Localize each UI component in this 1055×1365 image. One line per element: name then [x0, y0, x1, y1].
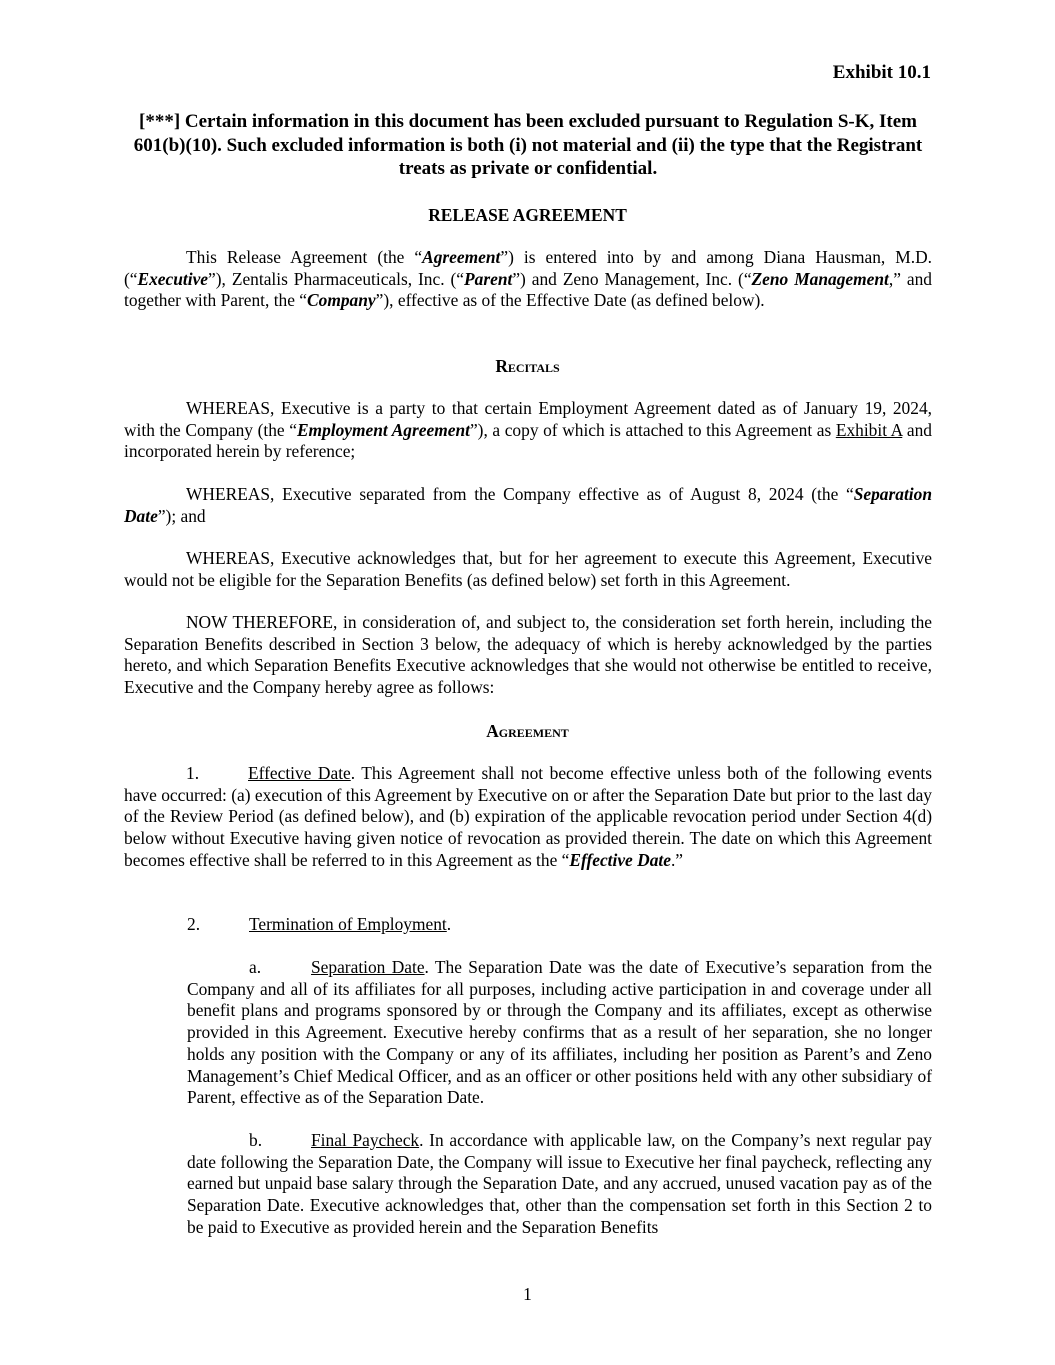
section-2-title: Termination of Employment — [249, 914, 447, 934]
redaction-notice: [***] Certain information in this document has been excluded pursuant to Regulation S-K, Item 601(b)(10). Such excluded information is both (i) not material and (ii) the type that the Registrant treats as private or confidential. — [133, 111, 923, 179]
intro-paragraph: This Release Agreement (the “Agreement”) is entered into by and among Diana Hausman, M.D. (“Executive”), Zentalis Pharmaceuticals, Inc. (“Parent”) and Zeno Management, Inc. (“Zeno Management,” and together with Parent, the “Company”), effective as of the Effective Date (as defined below). — [124, 247, 932, 311]
recital-4: NOW THEREFORE, in consideration of, and subject to, the consideration set forth herein, including the Separation Benefits described in Section 3 below, the adequacy of which is hereby acknowledged by the parties hereto, and which Separation Benefits Executive acknowledges that she would not otherwise be entitled to receive, Executive and the Company hereby agree as follows: — [124, 612, 932, 698]
agreement-heading: Agreement — [486, 721, 569, 741]
recital-2: WHEREAS, Executive separated from the Company effective as of August 8, 2024 (the “Separation Date”); and — [124, 484, 932, 526]
page-number: 1 — [523, 1284, 532, 1304]
exhibit-label: Exhibit 10.1 — [832, 62, 931, 83]
section-2a-title: Separation Date — [311, 957, 425, 977]
recital-3: WHEREAS, Executive acknowledges that, but for her agreement to execute this Agreement, Executive would not be eligible for the Separation Benefits (as defined below) set forth in this Agreement. — [124, 548, 932, 590]
recitals-heading: Recitals — [495, 356, 560, 376]
section-2-heading: 2. Termination of Employment. — [187, 914, 452, 934]
document-title: RELEASE AGREEMENT — [428, 205, 627, 225]
exhibit-a-reference: Exhibit A — [835, 419, 903, 440]
section-2b: b. Final Paycheck. In accordance with applicable law, on the Company’s next regular pay date following the Separation Date, the Company will issue to Executive her final paycheck, reflecting any earned but unpaid base salary through the Separation Date, and any accrued, unused vacation pay as of the Separation Date. Executive acknowledges that, other than the compensation set forth in this Section 2 to be paid to Executive as provided herein and the Separation Benefits — [187, 1130, 932, 1237]
section-2a: a. Separation Date. The Separation Date was the date of Executive’s separation from the Company and all of its affiliates for all purposes, including active participation in and coverage under all benefit plans and programs sponsored by or through the Company and its affiliates, except as otherwise provided in this Agreement. Executive hereby confirms that as a result of her separation, she no longer holds any position with the Company or any of its affiliates, including her position as Parent’s and Zeno Management’s Chief Medical Officer, and as an officer or other positions held with any other subsidiary of Parent, effective as of the Separation Date. — [187, 957, 932, 1108]
section-1: 1. Effective Date. This Agreement shall not become effective unless both of the following events have occurred: (a) execution of this Agreement by Executive on or after the Separation Date but prior to the last day of the Review Period (as defined below), and (b) expiration of the applicable revocation period under Section 4(d) below without Executive having given notice of revocation as provided therein. The date on which this Agreement becomes effective shall be referred to in this Agreement as the “Effective Date.” — [124, 763, 932, 870]
section-1-title: Effective Date — [248, 763, 351, 783]
recital-1: WHEREAS, Executive is a party to that certain Employment Agreement dated as of January 19, 2024, with the Company (the “Employment Agreement”), a copy of which is attached to this Agreement as Exhibit A and incorporated herein by reference; — [124, 398, 932, 462]
section-2b-title: Final Paycheck — [311, 1130, 420, 1150]
